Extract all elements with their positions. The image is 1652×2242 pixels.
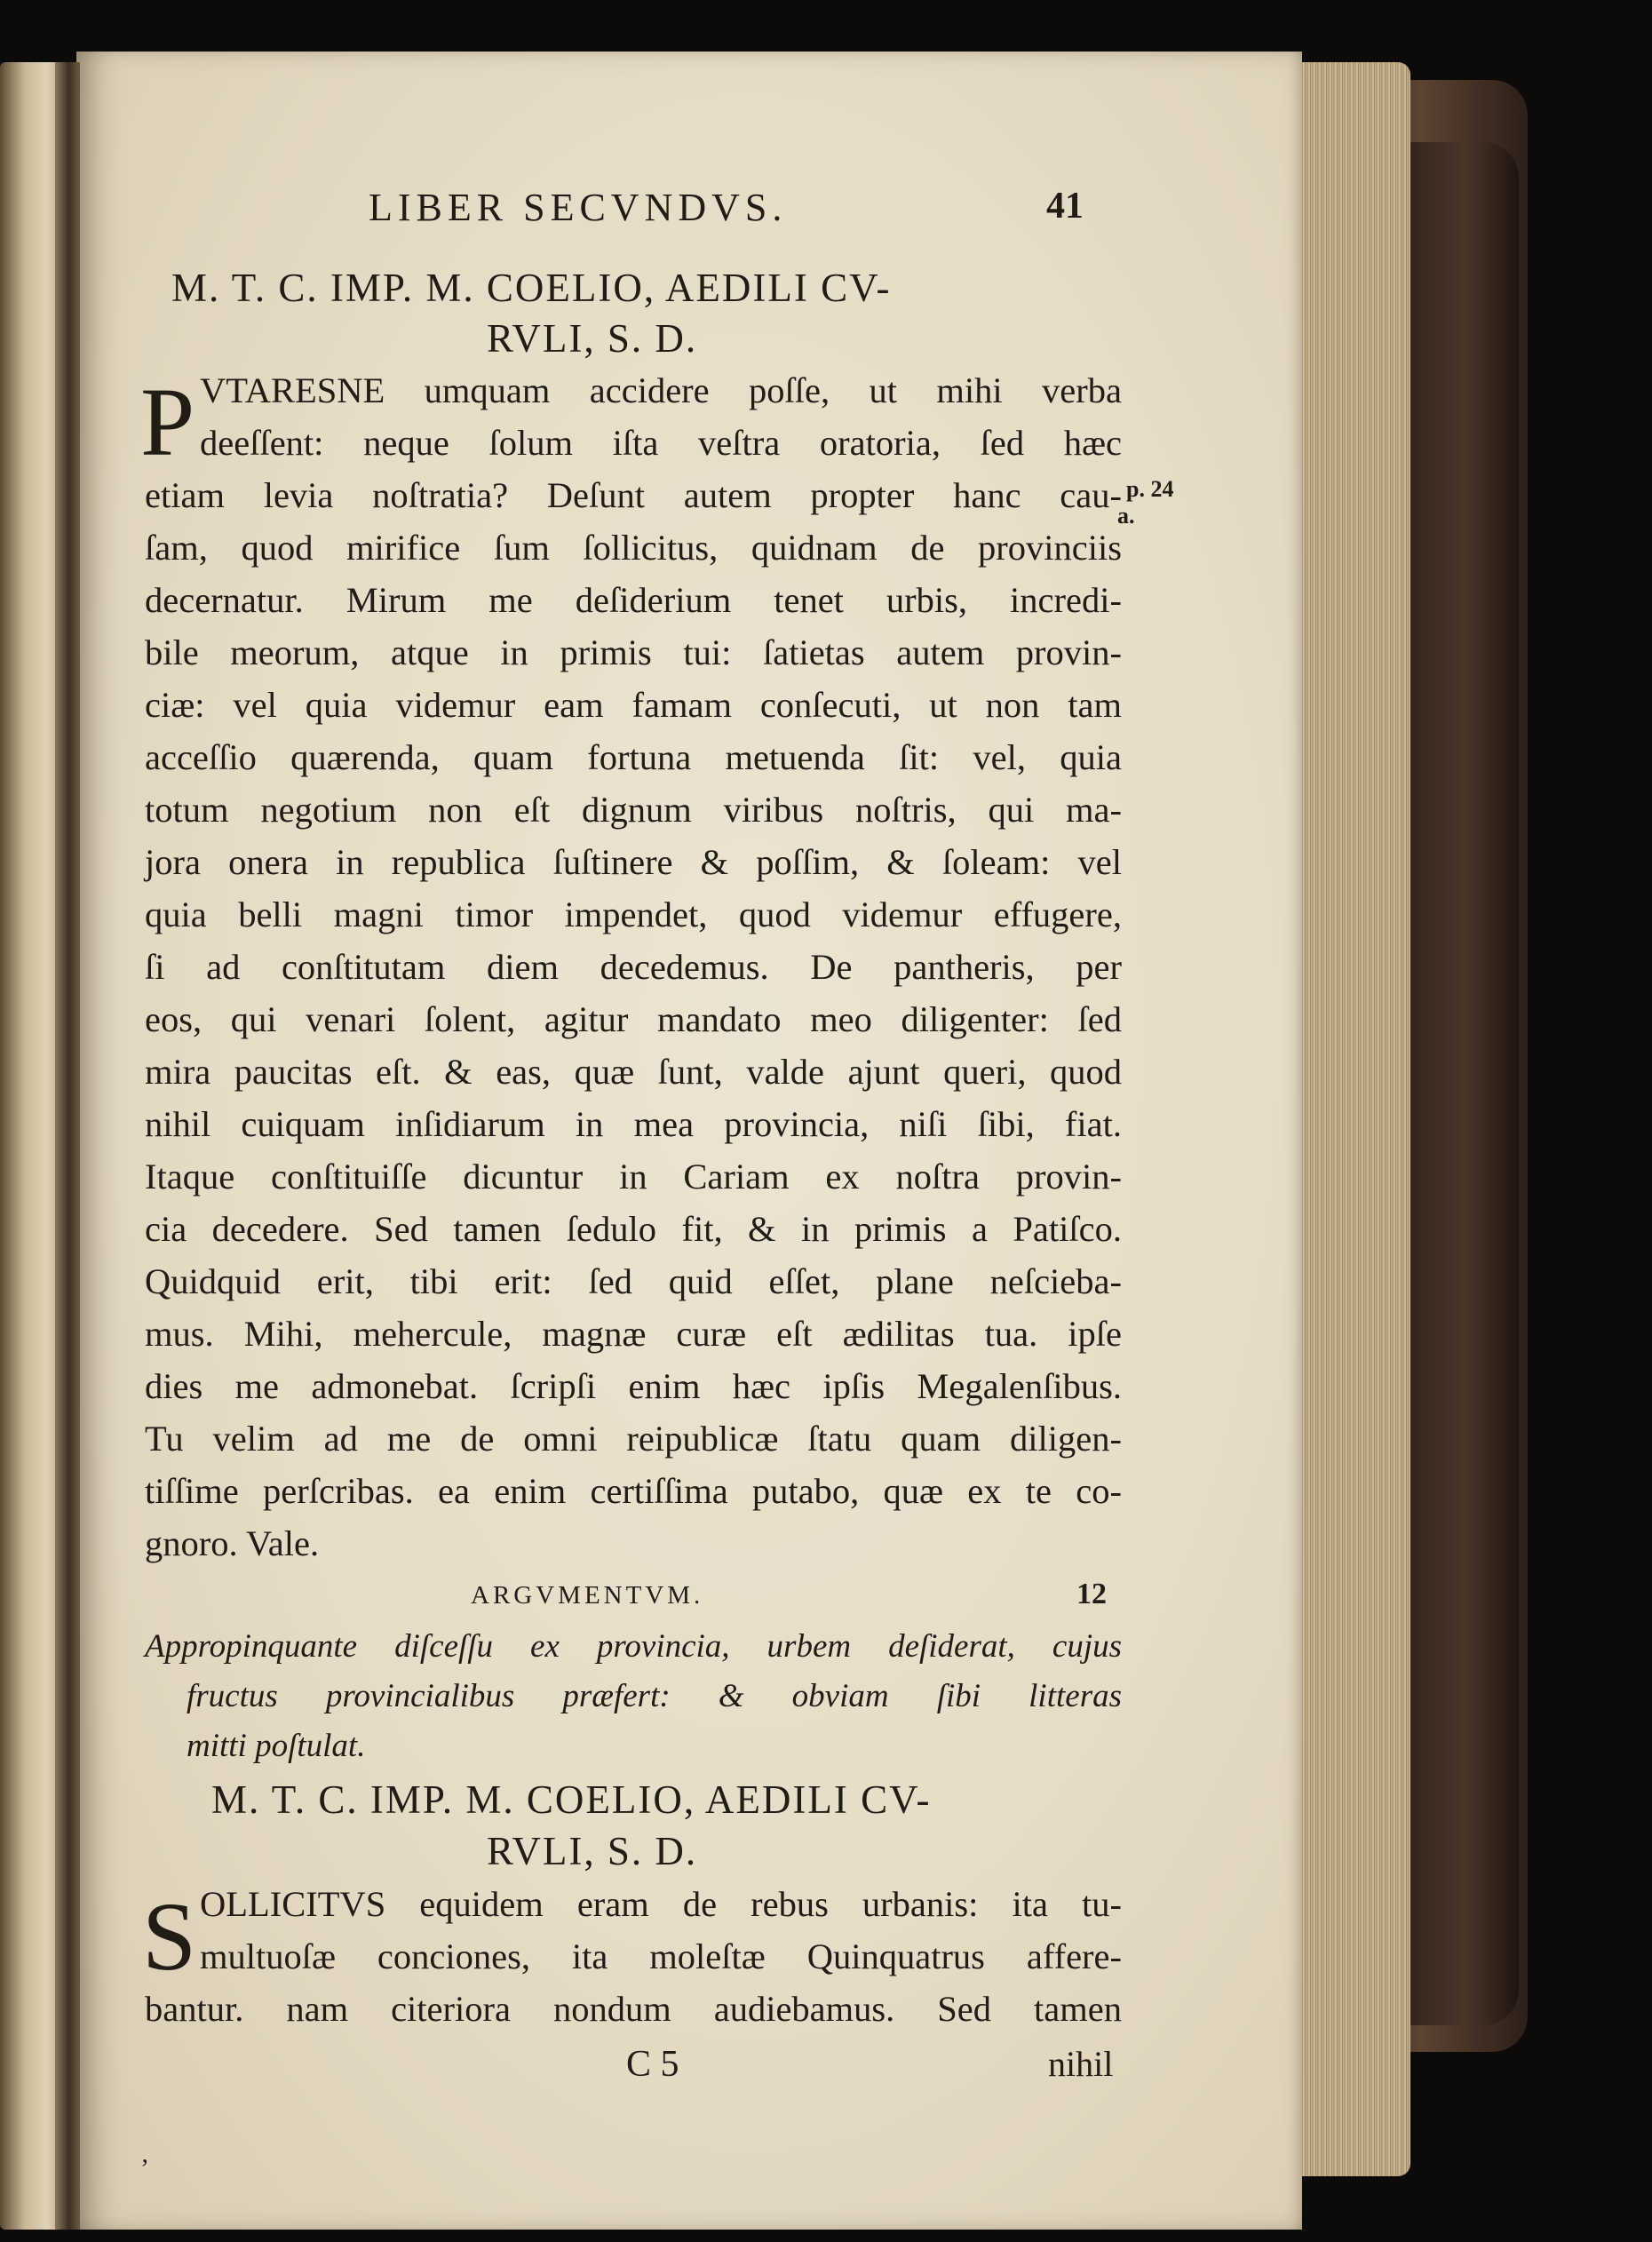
- letter1-line: quia belli magni timor impendet, quod videmur effugere,: [145, 894, 1122, 934]
- letter-number: 12: [1076, 1578, 1107, 1610]
- letter2-line: multuoſæ conciones, ita moleſtæ Quinquatrus affere-: [200, 1936, 1122, 1976]
- letter1-line: acceſſio quærenda, quam fortuna metuenda ſit: vel, quia: [145, 737, 1122, 777]
- letter1-line: cia decedere. Sed tamen ſedulo fit, & in primis a Patiſco.: [145, 1209, 1122, 1249]
- running-head: LIBER SECVNDVS.: [369, 186, 788, 229]
- letter1-line: totum negotium non eſt dignum viribus noſtris, qui ma-: [145, 790, 1122, 830]
- letter1-heading-line1: M. T. C. IMP. M. COELIO, AEDILI CV-: [171, 266, 892, 310]
- argumentum-title: ARGVMENTVM.: [471, 1581, 704, 1610]
- letter1-line: nihil cuiquam inſidiarum in mea provincia, niſi ſibi, fiat.: [145, 1104, 1122, 1144]
- letter1-line: Itaque conſtituiſſe dicuntur in Cariam ex noſtra provin-: [145, 1157, 1122, 1197]
- letter2-line: OLLICITVS equidem eram de rebus urbanis: ita tu-: [200, 1884, 1122, 1924]
- letter1-line: ſam, quod mirifice ſum ſollicitus, quidnam de provinciis: [145, 528, 1122, 568]
- signature-mark: C 5: [626, 2044, 679, 2085]
- ink-mark: ʼ: [140, 2154, 149, 2183]
- argumentum-line: Appropinquante diſceſſu ex provincia, urbem deſiderat, cujus: [145, 1628, 1122, 1665]
- letter1-line: bile meorum, atque in primis tui: ſatietas autem provin-: [145, 632, 1122, 672]
- letter1-drop-cap: P: [140, 368, 195, 476]
- letter2-line: bantur. nam citeriora nondum audiebamus. Sed tamen: [145, 1989, 1122, 2029]
- letter1-line: decernatur. Mirum me deſiderium tenet urbis, incredi-: [145, 580, 1122, 620]
- letter1-line: mus. Mihi, mehercule, magnæ curæ eſt ædilitas tua. ipſe: [145, 1314, 1122, 1354]
- letter1-line: ſi ad conſtitutam diem decedemus. De pantheris, per: [145, 947, 1122, 987]
- argumentum-line: fructus provincialibus præfert: & obviam ſibi litteras: [187, 1678, 1122, 1714]
- letter1-line: jora onera in republica ſuſtinere & poſſim, & ſoleam: vel: [145, 842, 1122, 882]
- page-fore-edge: [1295, 62, 1410, 2176]
- letter1-line: deeſſent: neque ſolum iſta veſtra oratoria, ſed hæc: [200, 423, 1122, 463]
- letter1-line: ciæ: vel quia videmur eam famam conſecuti, ut non tam: [145, 685, 1122, 725]
- letter1-line: eos, qui venari ſolent, agitur mandato meo diligenter: ſed: [145, 999, 1122, 1039]
- letter1-line: mira paucitas eſt. & eas, quæ ſunt, valde ajunt queri, quod: [145, 1052, 1122, 1092]
- argumentum-line: mitti poſtulat.: [187, 1728, 366, 1764]
- book-gutter: [55, 62, 80, 2230]
- letter1-line: dies me admonebat. ſcripſi enim hæc ipſis Megalenſibus.: [145, 1366, 1122, 1406]
- letter1-line: etiam levia noſtratia? Deſunt autem propter hanc cau-: [145, 475, 1122, 515]
- facing-page-edge: [0, 62, 62, 2230]
- margin-note-sub: a.: [1117, 503, 1135, 529]
- letter1-line: Quidquid erit, tibi erit: ſed quid eſſet, plane neſcieba-: [145, 1261, 1122, 1301]
- page-number: 41: [1046, 186, 1084, 227]
- letter1-line: gnoro. Vale.: [145, 1523, 320, 1563]
- letter1-line: tiſſime perſcribas. ea enim certiſſima putabo, quæ ex te co-: [145, 1471, 1122, 1511]
- margin-note: p. 24: [1126, 476, 1174, 502]
- letter2-drop-cap: S: [142, 1882, 197, 1991]
- catchword: nihil: [1048, 2044, 1114, 2084]
- letter1-line: VTARESNE umquam accidere poſſe, ut mihi verba: [200, 370, 1122, 410]
- letter1-line: Tu velim ad me de omni reipublicæ ſtatu quam diligen-: [145, 1419, 1122, 1459]
- letter2-heading-line1: M. T. C. IMP. M. COELIO, AEDILI CV-: [211, 1777, 932, 1822]
- letter1-heading-line2: RVLI, S. D.: [487, 316, 698, 361]
- letter2-heading-line2: RVLI, S. D.: [487, 1829, 698, 1873]
